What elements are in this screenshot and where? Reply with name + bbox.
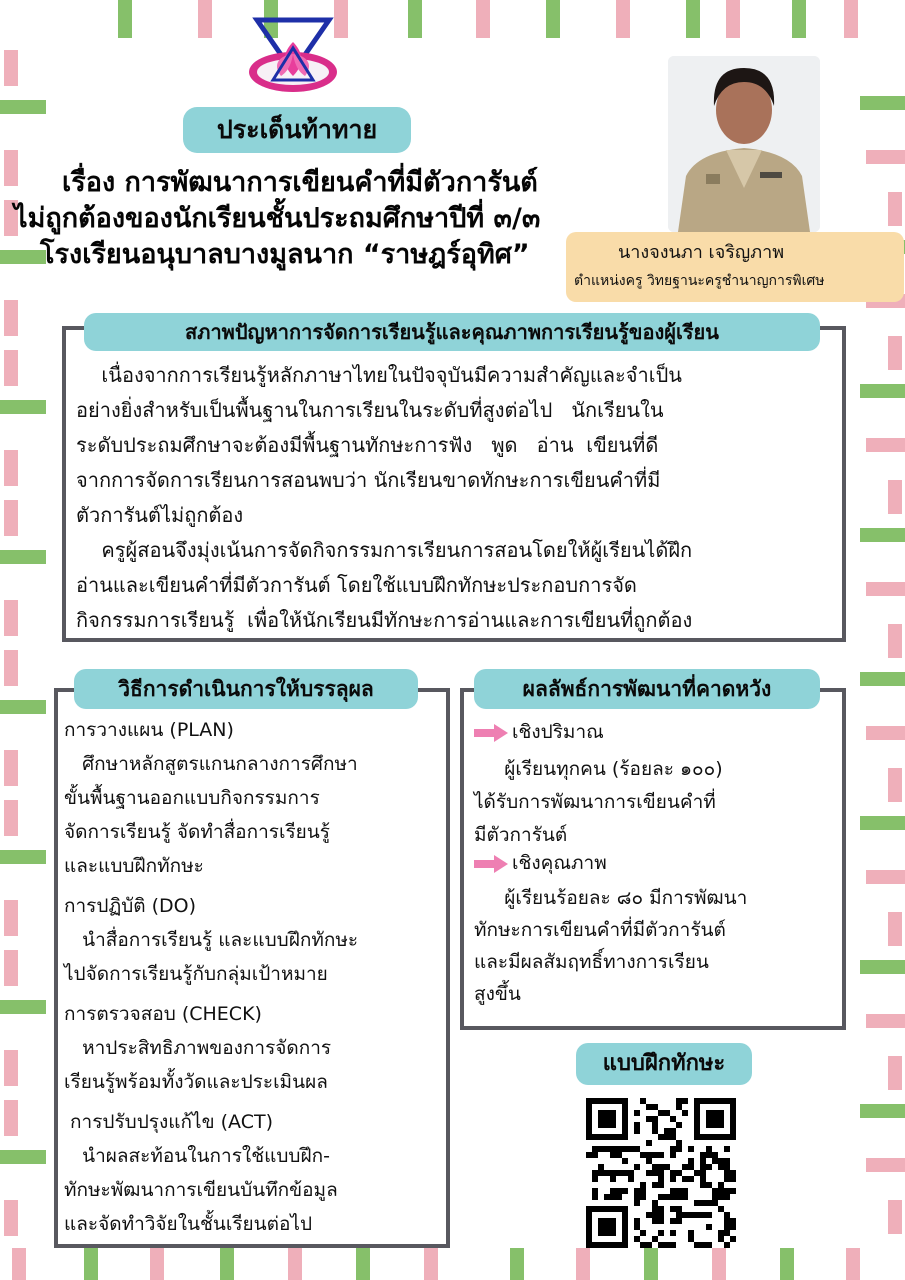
- border-stripe: [4, 800, 18, 836]
- qr-code[interactable]: [586, 1098, 736, 1248]
- border-stripe: [198, 0, 212, 38]
- border-stripe: [888, 480, 902, 514]
- border-stripe: [4, 500, 18, 536]
- border-stripe: [866, 438, 905, 452]
- text-line: และแบบฝึกทักษะ: [64, 855, 204, 877]
- border-stripe: [792, 0, 806, 38]
- text-line: ได้รับการพัฒนาการเขียนคำที่: [474, 791, 716, 813]
- border-stripe: [4, 1100, 18, 1136]
- text-line: กิจกรรมการเรียนรู้ เพื่อให้นักเรียนมีทักษะการอ่านและการเขียนที่ถูกต้อง: [76, 608, 693, 632]
- border-stripe: [844, 0, 858, 38]
- text-line: นำผลสะท้อนในการใช้แบบฝึก-: [64, 1145, 330, 1167]
- border-stripe: [4, 300, 18, 336]
- border-stripe: [866, 150, 905, 164]
- text-line: มีตัวการันต์: [474, 824, 568, 846]
- text-line: ผู้เรียนร้อยละ ๘๐ มีการพัฒนา: [474, 887, 748, 909]
- border-stripe: [866, 582, 905, 596]
- text-line: ครูผู้สอนจึงมุ่งเน้นการจัดกิจกรรมการเรียนการสอนโดยให้ผู้เรียนได้ฝึก: [76, 538, 693, 562]
- border-stripe: [686, 0, 700, 38]
- border-stripe: [84, 1248, 98, 1280]
- border-stripe: [4, 1200, 18, 1236]
- border-stripe: [476, 0, 490, 38]
- teacher-photo: [668, 56, 820, 232]
- border-stripe: [888, 192, 902, 226]
- method-heading: วิธีการดำเนินการให้บรรลุผล: [74, 669, 418, 709]
- border-stripe: [860, 96, 905, 110]
- text-line: ขั้นพื้นฐานออกแบบกิจกรรมการ: [64, 787, 320, 809]
- problem-text: [76, 358, 692, 638]
- border-stripe: [860, 672, 905, 686]
- problem-heading: สภาพปัญหาการจัดการเรียนรู้และคุณภาพการเรียนรู้ของผู้เรียน: [84, 313, 820, 351]
- title-line-3: โรงเรียนอนุบาลบางมูลนาก “ราษฎร์อุทิศ”: [40, 239, 530, 270]
- border-stripe: [888, 1056, 902, 1090]
- text-line: ตัวการันต์ไม่ถูกต้อง: [76, 503, 244, 527]
- title-line-2: ไม่ถูกต้องของนักเรียนชั้นประถมศึกษาปีที่ ๓/๓: [14, 203, 541, 234]
- border-stripe: [0, 550, 46, 564]
- border-stripe: [4, 650, 18, 686]
- text-line: ทักษะการเขียนคำที่มีตัวการันต์: [474, 919, 726, 941]
- border-stripe: [424, 1248, 438, 1280]
- text-line: จัดการเรียนรู้ จัดทำสื่อการเรียนรู้: [64, 821, 330, 843]
- border-stripe: [288, 1248, 302, 1280]
- teacher-name: นางจงนภา เจริญภาพ: [618, 242, 785, 263]
- text-line: และจัดทำวิจัยในชั้นเรียนต่อไป: [64, 1213, 313, 1235]
- border-stripe: [860, 384, 905, 398]
- border-stripe: [4, 750, 18, 786]
- text-line: อย่างยิ่งสำหรับเป็นพื้นฐานในการเรียนในระดับที่สูงต่อไป นักเรียนใน: [76, 398, 664, 422]
- quantitative-label-row: [474, 717, 604, 747]
- text-line: ไปจัดการเรียนรู้กับกลุ่มเป้าหมาย: [64, 963, 328, 985]
- text-line: ศึกษาหลักสูตรแกนกลางการศึกษา: [64, 753, 358, 775]
- border-stripe: [118, 0, 132, 38]
- border-stripe: [616, 0, 630, 38]
- text-line: หาประสิทธิภาพของการจัดการ: [64, 1037, 332, 1059]
- text-line: อ่านและเขียนคำที่มีตัวการันต์ โดยใช้แบบฝึกทักษะประกอบการจัด: [76, 573, 637, 597]
- qualitative-label-row: [474, 848, 607, 878]
- text-line: นำสื่อการเรียนรู้ และแบบฝึกทักษะ: [64, 929, 359, 951]
- arrow-right-icon: [474, 855, 508, 873]
- exercise-badge: แบบฝึกทักษะ: [576, 1043, 752, 1085]
- border-stripe: [4, 350, 18, 386]
- border-stripe: [888, 768, 902, 802]
- quantitative-text: [474, 753, 723, 852]
- border-stripe: [0, 1150, 46, 1164]
- border-stripe: [12, 1248, 26, 1280]
- text-line: การปรับปรุงแก้ไข (ACT): [64, 1111, 273, 1133]
- qualitative-label: เชิงคุณภาพ: [512, 852, 607, 874]
- method-text: [64, 713, 358, 1241]
- border-stripe: [4, 950, 18, 986]
- text-line: การตรวจสอบ (CHECK): [64, 1003, 262, 1025]
- arrow-right-icon: [474, 724, 508, 742]
- text-line: และมีผลสัมฤทธิ์ทางการเรียน: [474, 951, 709, 973]
- teacher-position: ตำแหน่งครู วิทยฐานะครูชำนาญการพิเศษ: [574, 273, 825, 289]
- border-stripe: [860, 816, 905, 830]
- quantitative-label: เชิงปริมาณ: [512, 721, 604, 743]
- text-line: ระดับประถมศึกษาจะต้องมีพื้นฐานทักษะการฟัง พูด อ่าน เขียนที่ดี: [76, 433, 659, 457]
- border-stripe: [4, 600, 18, 636]
- challenge-badge: ประเด็นท้าทาย: [183, 107, 411, 153]
- border-stripe: [546, 0, 560, 38]
- border-stripe: [860, 528, 905, 542]
- text-line: สูงขึ้น: [474, 983, 521, 1005]
- border-stripe: [860, 960, 905, 974]
- border-stripe: [0, 100, 46, 114]
- text-line: การวางแผน (PLAN): [64, 719, 234, 741]
- border-stripe: [510, 1248, 524, 1280]
- text-line: ผู้เรียนทุกคน (ร้อยละ ๑๐๐): [474, 758, 723, 780]
- border-stripe: [4, 450, 18, 486]
- border-stripe: [866, 1158, 905, 1172]
- border-stripe: [4, 1050, 18, 1086]
- border-stripe: [866, 1014, 905, 1028]
- text-line: การปฏิบัติ (DO): [64, 895, 197, 917]
- border-stripe: [220, 1248, 234, 1280]
- border-stripe: [888, 1200, 902, 1234]
- border-stripe: [866, 726, 905, 740]
- border-stripe: [408, 0, 422, 38]
- border-stripe: [0, 700, 46, 714]
- border-stripe: [846, 1248, 860, 1280]
- title-line-1: เรื่อง การพัฒนาการเขียนคำที่มีตัวการันต์: [62, 167, 538, 198]
- border-stripe: [888, 336, 902, 370]
- border-stripe: [860, 1104, 905, 1118]
- border-stripe: [644, 1248, 658, 1280]
- border-stripe: [726, 0, 740, 38]
- border-stripe: [0, 400, 46, 414]
- border-stripe: [780, 1248, 794, 1280]
- border-stripe: [888, 912, 902, 946]
- border-stripe: [4, 50, 18, 86]
- border-stripe: [4, 150, 18, 186]
- border-stripe: [576, 1248, 590, 1280]
- border-stripe: [866, 870, 905, 884]
- text-line: เนื่องจากการเรียนรู้หลักภาษาไทยในปัจจุบันมีความสำคัญและจำเป็น: [76, 363, 682, 387]
- border-stripe: [0, 850, 46, 864]
- qualitative-text: [474, 882, 747, 1010]
- text-line: จากการจัดการเรียนการสอนพบว่า นักเรียนขาดทักษะการเขียนคำที่มี: [76, 468, 661, 492]
- border-stripe: [150, 1248, 164, 1280]
- border-stripe: [4, 900, 18, 936]
- result-heading: ผลลัพธ์การพัฒนาที่คาดหวัง: [474, 669, 820, 709]
- border-stripe: [0, 1000, 46, 1014]
- school-logo: [243, 14, 343, 100]
- border-stripe: [356, 1248, 370, 1280]
- text-line: เรียนรู้พร้อมทั้งวัดและประเมินผล: [64, 1071, 328, 1093]
- text-line: ทักษะพัฒนาการเขียนบันทึกข้อมูล: [64, 1179, 338, 1201]
- border-stripe: [712, 1248, 726, 1280]
- border-stripe: [888, 624, 902, 658]
